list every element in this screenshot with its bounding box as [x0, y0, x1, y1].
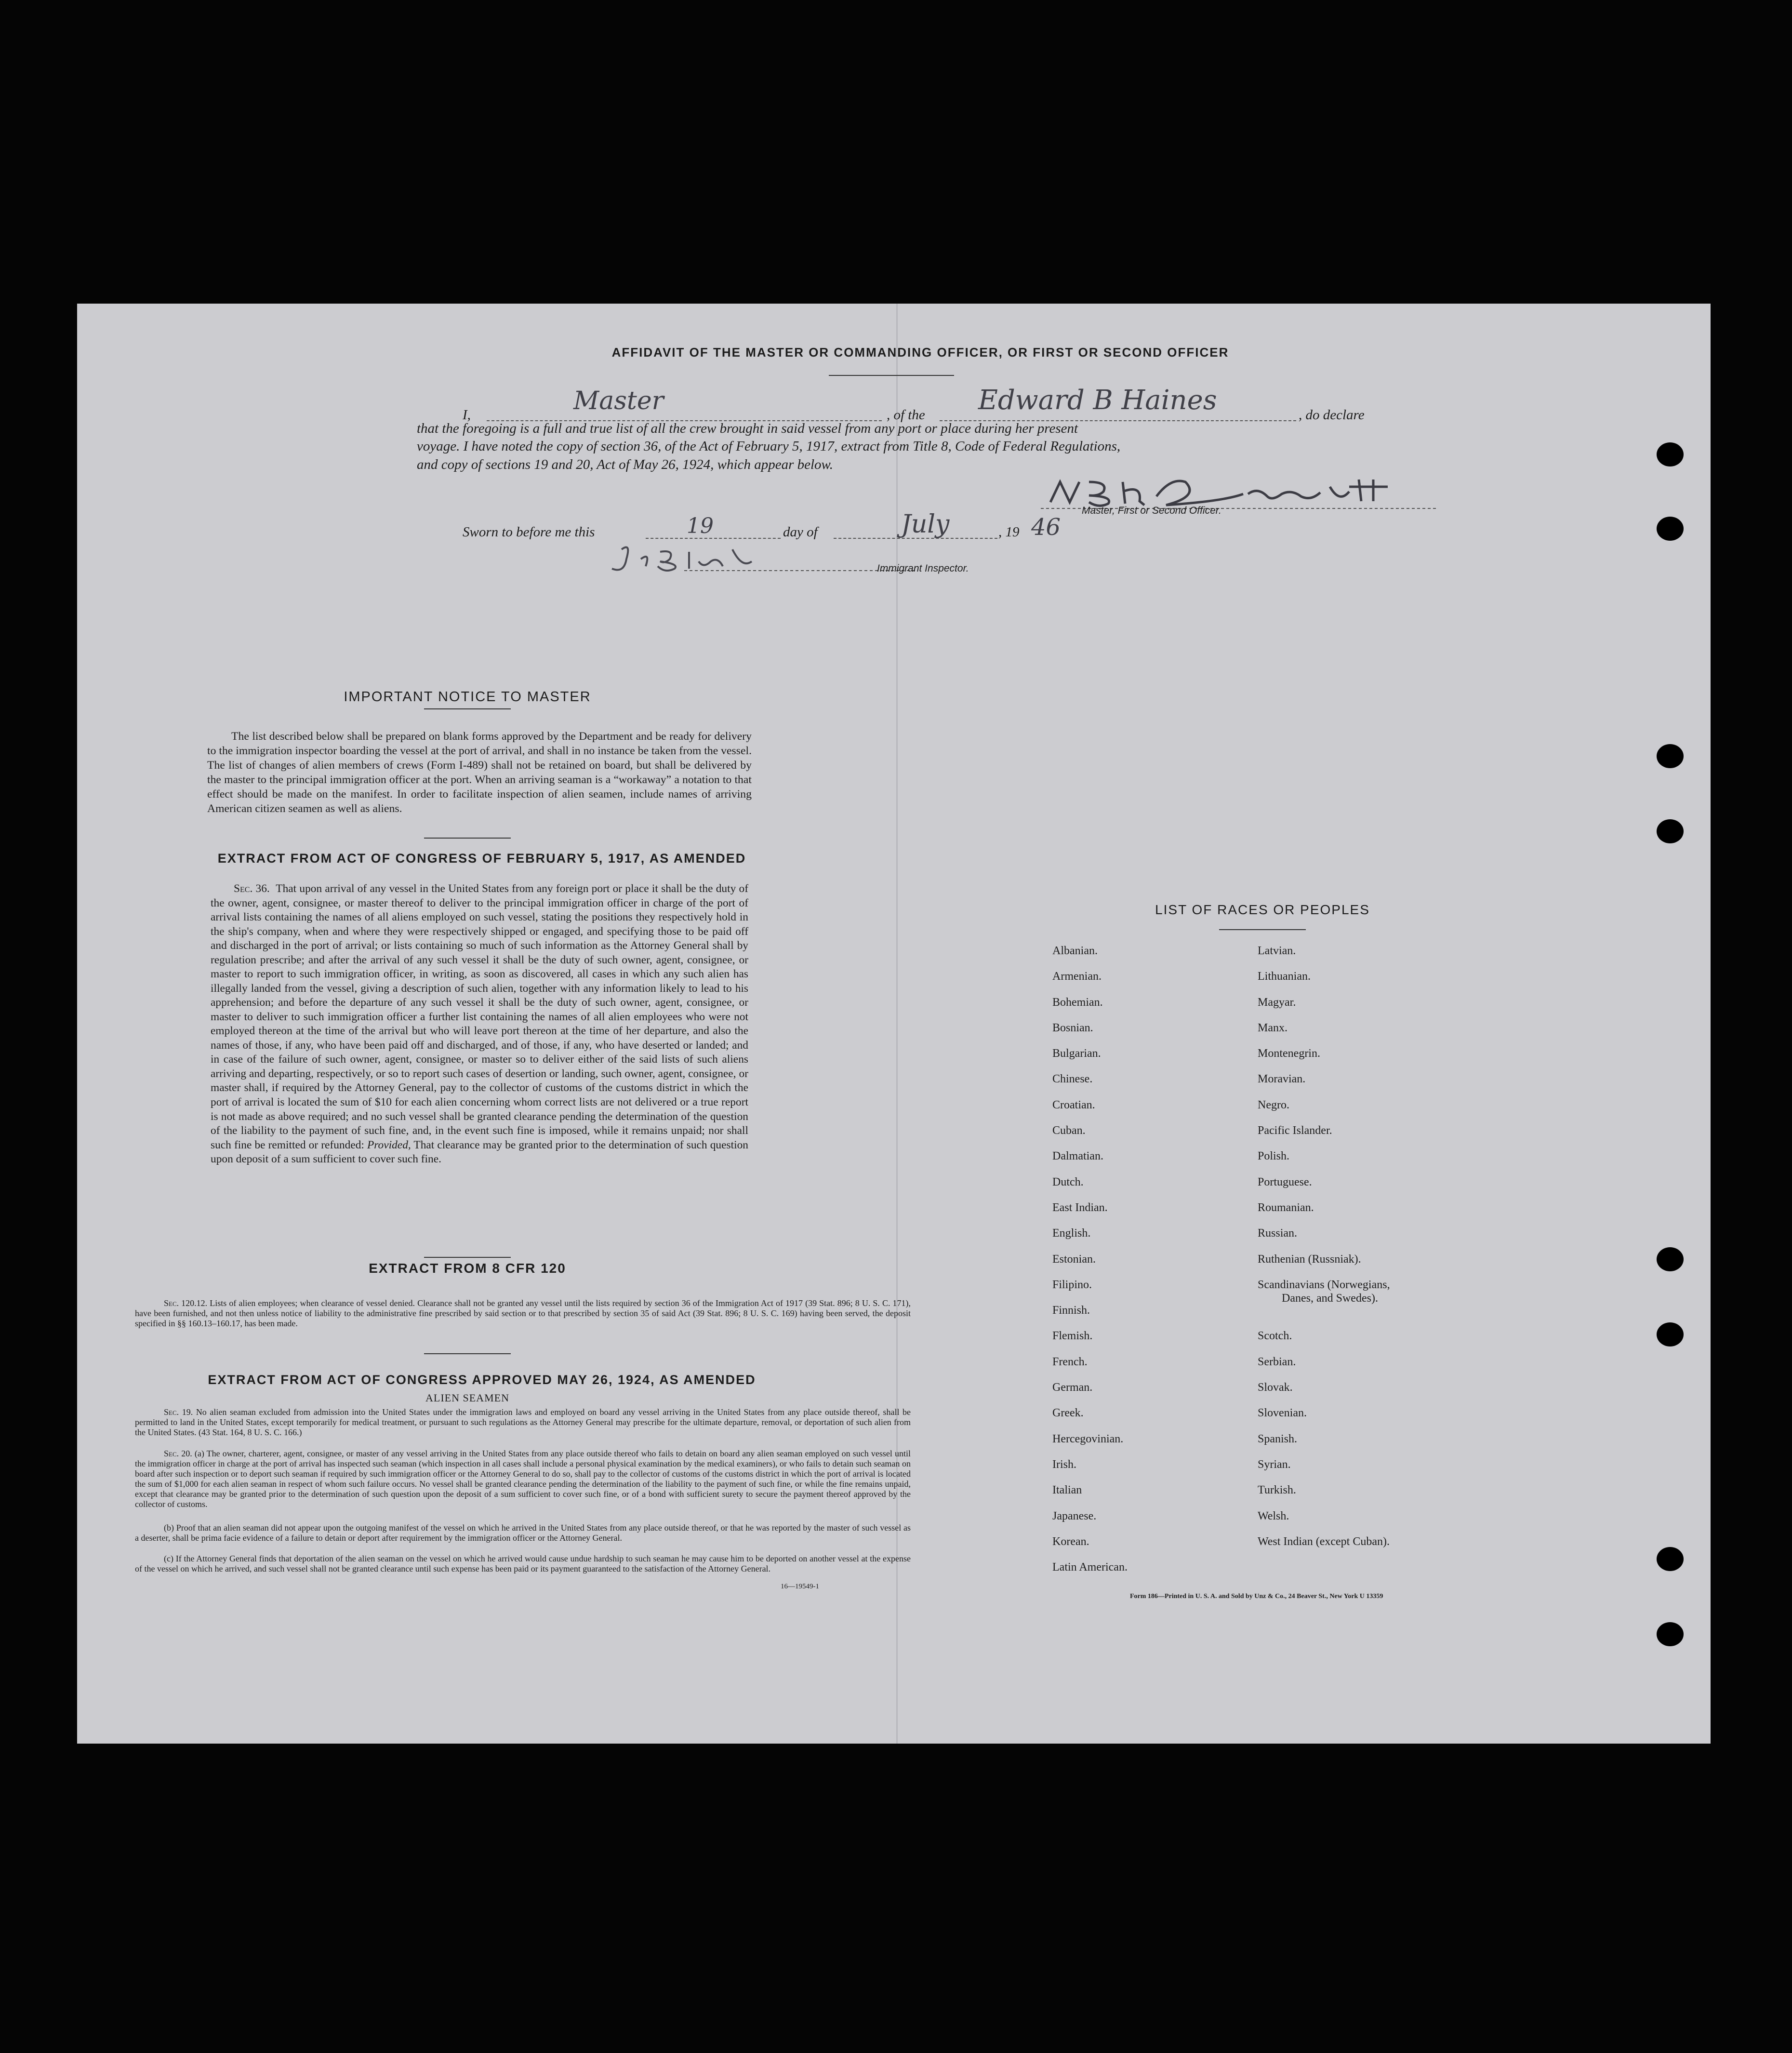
race-item: Bohemian. — [1052, 996, 1103, 1009]
race-item: Dutch. — [1052, 1175, 1084, 1188]
race-item: Slovak. — [1258, 1381, 1293, 1394]
punch-hole — [1657, 1322, 1684, 1346]
race-item: Moravian. — [1258, 1073, 1306, 1086]
notice-rule — [424, 708, 511, 709]
race-item: Montenegrin. — [1258, 1047, 1320, 1060]
cfr-title: EXTRACT FROM 8 CFR 120 — [369, 1261, 566, 1276]
year-prefix: , 19 — [998, 524, 1020, 540]
race-item: Pacific Islander. — [1258, 1124, 1332, 1137]
sworn-label: Sworn to before me this — [463, 524, 595, 540]
sec-20-label: Sec. 20. — [164, 1449, 192, 1458]
sec-20a-body: (a) The owner, charterer, agent, consignee, or master of any vessel arriving in the United States from any place outside thereof who fails to detain on board any alien seaman employed on such vessel until the immigration officer in charge at the port of arrival has inspected such seaman (which inspection in all cases shall include a personal physical examination by the medical examiners), or who fails to detain such seaman on board after such inspection or to deport such seaman if required by such immigration officer or the Attorney General to do so, shall pay to the collector of customs of the customs district in which the port of arrival is located the sum of $1,000 for each alien seaman in respect of whom such failure occurs. No vessel shall be granted clearance pending the determination of the liability to the payment of such fine, or while the fine remains unpaid, except that clearance may be granted prior to the determination of such question upon the deposit of a sum sufficient to cover such fine, or of a bond with sufficient surety to secure the payment thereof approved by the collector of customs. — [135, 1449, 911, 1509]
race-item: Manx. — [1258, 1021, 1288, 1034]
punch-hole — [1657, 517, 1684, 541]
race-item: Magyar. — [1258, 996, 1296, 1009]
race-item: Russian. — [1258, 1227, 1298, 1240]
punch-hole — [1657, 1622, 1684, 1646]
race-item: French. — [1052, 1355, 1088, 1368]
race-item: Scotch. — [1258, 1330, 1292, 1343]
sec-36-label: Sec. 36. — [234, 882, 270, 895]
affidavit-i-label: I, — [463, 407, 471, 423]
handwritten-title: Master — [573, 387, 664, 415]
race-item: East Indian. — [1052, 1201, 1108, 1214]
signature-caption: Master, First or Second Officer. — [1082, 505, 1221, 516]
punch-hole — [1657, 819, 1684, 843]
punch-hole — [1657, 442, 1684, 467]
cfr-text — [135, 1298, 911, 1329]
notice-title: IMPORTANT NOTICE TO MASTER — [344, 689, 591, 705]
affidavit-body-line1: that the foregoing is a full and true list of all the crew brought in said vessel from any port or place during her present — [417, 421, 1078, 436]
race-item: Finnish. — [1052, 1304, 1090, 1317]
race-item: Ruthenian (Russniak). — [1258, 1253, 1361, 1266]
race-item: Slovenian. — [1258, 1407, 1307, 1420]
race-item: English. — [1052, 1227, 1091, 1240]
race-item: Negro. — [1258, 1098, 1289, 1111]
race-item: Welsh. — [1258, 1509, 1289, 1522]
handwritten-day: 19 — [687, 514, 714, 538]
race-item: Spanish. — [1258, 1432, 1298, 1445]
race-item: Italian — [1052, 1484, 1082, 1497]
sec-20c-text: (c) If the Attorney General finds that deportation of the alien seaman on the vessel on which he arrived would cause undue hardship to such seaman he may cause him to be deported on another vessel at the expense of the vessel on which he arrived, and such vessel shall not be granted clearance until such expense has been paid or its payment guaranteed to the satisfaction of the Attorney General. — [135, 1554, 911, 1574]
affidavit-body-line3: and copy of sections 19 and 20, Act of May 26, 1924, which appear below. — [417, 457, 833, 472]
extract-1917-title: EXTRACT FROM ACT OF CONGRESS OF FEBRUARY 5, 1917, AS AMENDED — [217, 851, 746, 866]
race-item: Turkish. — [1258, 1484, 1296, 1497]
affidavit-body-line2: voyage. I have noted the copy of section 36, of the Act of February 5, 1917, extract from Title 8, Code of Federal Regulations, — [417, 439, 1121, 454]
race-item: Hercegovinian. — [1052, 1432, 1124, 1445]
divider-rule — [424, 838, 511, 839]
races-title: LIST OF RACES OR PEOPLES — [1155, 902, 1370, 917]
races-right-column — [1258, 945, 1390, 1561]
race-item: Filipino. — [1052, 1278, 1092, 1291]
inspector-caption: Immigrant Inspector. — [877, 563, 969, 574]
race-item: Greek. — [1052, 1407, 1084, 1420]
race-item: Danes, and Swedes). — [1282, 1292, 1378, 1305]
race-item: Korean. — [1052, 1535, 1089, 1548]
race-item: Roumanian. — [1258, 1201, 1314, 1214]
race-item: Lithuanian. — [1258, 970, 1311, 983]
race-item: German. — [1052, 1381, 1093, 1394]
sec-36-body: That upon arrival of any vessel in the United States from any foreign port or place it shall be the duty of the owner, agent, consignee, or master thereof to deliver to the principal immigration officer in charge of the port of arrival lists containing the names of all aliens employed on such vessel, stating the positions they respectively hold in the ship's company, when and where they were respectively shipped or engaged, and specifying those to be paid off and discharged in the port of arrival; or lists containing so much of such information as the Attorney General shall by regulation prescribe; and after the arrival of any such vessel it shall be the duty of such owner, agent, consignee, or master to report to such immigration officer, in writing, as soon as discovered, all cases in which any such alien has illegally landed from the vessel, giving a description of such alien, together with any information likely to lead to his apprehension; and before the departure of any such vessel it shall be the duty of such owner, agent, consignee, or master to deliver to such immigration officer a further list containing the names of all alien employees who were not employed thereon at the time of the arrival but who will leave port thereon at the time of her departure, and also the names of those, if any, who have been paid off and discharged, and of those, if any, who have deserted or landed; and in case of the failure of such owner, agent, consignee, or master so to deliver either of the said lists of such aliens arriving and departing, respectively, or so to report such cases of desertion or landing, such owner, agent, consignee, or master shall, if required by the Attorney General, pay to the collector of customs of the customs district in which the port of arrival is located the sum of $10 for each alien concerning whom correct lists are not delivered or a true report is not made as above required; and no such vessel shall be granted clearance pending the determination of the question of the liability to the payment of such fine, and, in the event such fine is imposed, while it remains unpaid; nor shall such fine be remitted or refunded: — [211, 882, 749, 1151]
affidavit-of-the-label: , of the — [887, 407, 925, 423]
race-item: West Indian (except Cuban). — [1258, 1535, 1390, 1548]
race-item: Polish. — [1258, 1150, 1290, 1163]
handwritten-vessel: Edward B Haines — [978, 385, 1217, 416]
punch-hole — [1657, 744, 1684, 768]
affidavit-do-declare-label: , do declare — [1299, 407, 1365, 423]
title-rule — [829, 375, 954, 376]
races-rule — [1219, 929, 1306, 930]
race-item: Japanese. — [1052, 1509, 1097, 1522]
handwritten-month: July — [901, 510, 950, 539]
race-item: Bosnian. — [1052, 1021, 1093, 1034]
race-item: Latvian. — [1258, 945, 1296, 957]
sec-36-end: That clearance may be granted prior to the determination of such question upon deposit of a sum sufficient to cover such fine. — [211, 1138, 748, 1166]
race-item: Latin American. — [1052, 1561, 1128, 1574]
race-item: Scandinavians (Norwegians, — [1258, 1278, 1390, 1291]
manifest-sheet — [77, 304, 1711, 1744]
race-item: Estonian. — [1052, 1253, 1096, 1266]
sec-19-label: Sec. 19. — [164, 1407, 193, 1417]
divider-rule-3 — [424, 1353, 511, 1354]
sec-20a-text — [135, 1449, 911, 1509]
cfr-body: Lists of alien employees; when clearance of vessel denied. Clearance shall not be granted any vessel until the lists required by section 36 of the Immigration Act of 1917 (39 Stat. 896; 8 U. S. C. 171), have been furnished, and not then unless notice of liability to the administrative fine prescribed by said section or to that prescribed by section 35 of said Act (39 Stat. 896; 8 U. S. C. 169) having been served, the deposit specified in §§ 160.13–160.17, has been made. — [135, 1298, 911, 1329]
form-code: 16—19549-1 — [781, 1583, 819, 1590]
race-item: Flemish. — [1052, 1330, 1093, 1343]
punch-hole — [1657, 1247, 1684, 1271]
race-item: Serbian. — [1258, 1355, 1296, 1368]
extract-1924-title: EXTRACT FROM ACT OF CONGRESS APPROVED MAY 26, 1924, AS AMENDED — [208, 1373, 756, 1387]
race-item: Croatian. — [1052, 1098, 1095, 1111]
cfr-sec-label: Sec. 120.12. — [164, 1298, 208, 1308]
divider-rule-2 — [424, 1257, 511, 1258]
sec-19-text — [135, 1407, 911, 1438]
race-item: Albanian. — [1052, 945, 1098, 957]
affidavit-title: AFFIDAVIT OF THE MASTER OR COMMANDING OFFICER, OR FIRST OR SECOND OFFICER — [611, 345, 1229, 360]
alien-seamen-subtitle: ALIEN SEAMEN — [425, 1392, 509, 1404]
handwritten-year: 46 — [1031, 514, 1061, 541]
race-item: Chinese. — [1052, 1073, 1093, 1086]
race-item: Cuban. — [1052, 1124, 1086, 1137]
race-item: Syrian. — [1258, 1458, 1291, 1471]
race-item: Armenian. — [1052, 970, 1102, 983]
notice-text: The list described below shall be prepared on blank forms approved by the Department and be ready for delivery to the immigration inspector boarding the vessel at the port of arrival, and shall in no instance be taken from the vessel. The list of changes of alien members of crews (Form I-489) shall not be retained on board, but shall be delivered by the master to the principal immigration officer at the port. When an arriving seaman is a “workaway” a notation to that effect should be made on the manifest. In order to facilitate inspection of alien seamen, include names of arriving American citizen seamen as well as aliens. — [207, 730, 752, 815]
race-item: Portuguese. — [1258, 1175, 1312, 1188]
printer-note: Form 186—Printed in U. S. A. and Sold by Unz & Co., 24 Beaver St., New York U 13359 — [1130, 1593, 1383, 1600]
race-item: Irish. — [1052, 1458, 1076, 1471]
races-left-column — [1052, 945, 1128, 1586]
race-item: Dalmatian. — [1052, 1150, 1103, 1163]
provided-label: Provided, — [367, 1138, 411, 1151]
punch-hole — [1657, 1547, 1684, 1571]
sec-20b-text: (b) Proof that an alien seaman did not appear upon the outgoing manifest of the vessel on which he arrived in the United States from any place outside thereof, or that he was reported by the master of such vessel as a deserter, shall be prima facie evidence of a failure to detain or deport after requirement by the immigration officer or the Attorney General. — [135, 1523, 911, 1543]
sec-19-body: No alien seaman excluded from admission into the United States under the immigration laws and employed on board any vessel arriving in the United States from any place outside thereof, shall be permitted to land in the United States, except temporarily for medical treatment, or pursuant to such regulations as the Attorney General may prescribe for the ultimate departure, removal, or deportation of such alien from the United States. (43 Stat. 164, 8 U. S. C. 166.) — [135, 1407, 911, 1438]
extract-1917-text — [211, 882, 748, 1167]
day-of-label: day of — [783, 524, 818, 540]
race-item: Bulgarian. — [1052, 1047, 1101, 1060]
